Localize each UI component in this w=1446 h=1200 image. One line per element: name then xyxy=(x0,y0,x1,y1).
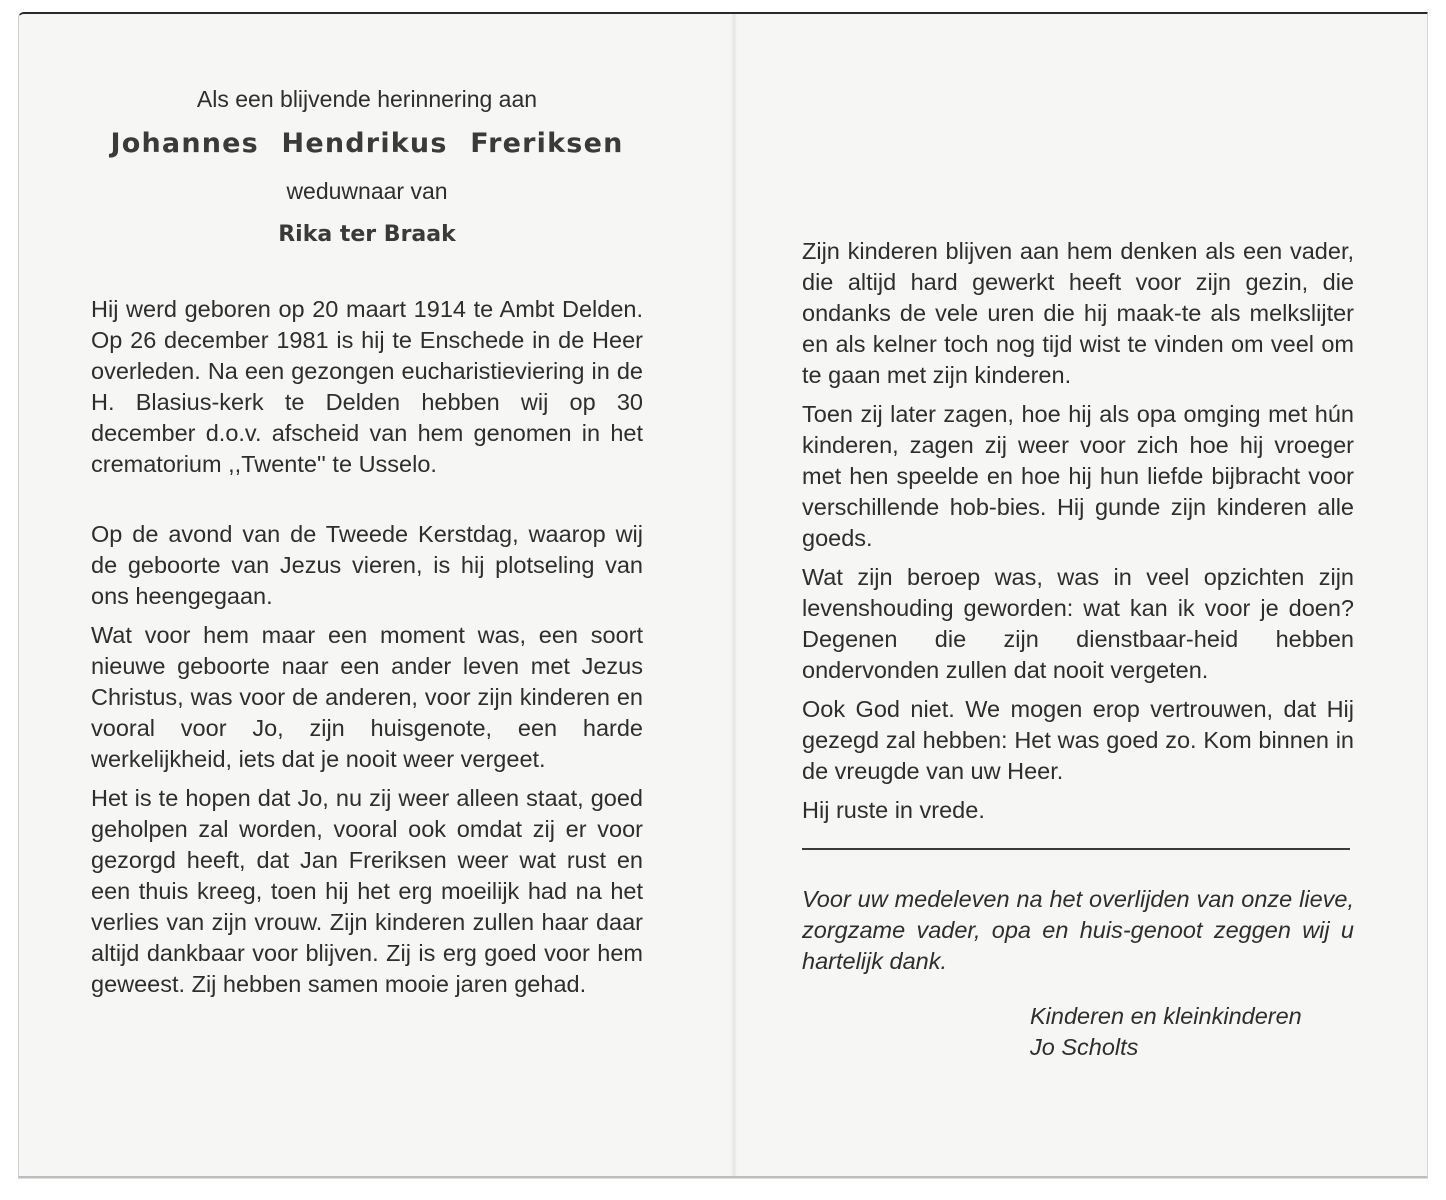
left-panel xyxy=(91,14,643,1000)
card-fold xyxy=(731,14,737,1176)
memorial-card xyxy=(18,12,1428,1178)
intro-line: Als een blijvende herinnering aan xyxy=(196,86,538,112)
grandfather-paragraph: Toen zij later zagen, hoe hij als opa omging met hún kinderen, zagen zij weer voor zich hoe hij vroeger met hen speelde en hoe hij hun liefde bijbracht voor verschillende hob-bies. Hij gunde zijn kinderen alle goeds. xyxy=(802,401,1354,551)
signature-partner: Jo Scholts xyxy=(1030,1033,1139,1060)
passing-paragraph: Op de avond van de Tweede Kerstdag, waarop wij de geboorte van Jezus vieren, is hij plotseling van ons heengegaan. xyxy=(91,521,643,609)
profession-paragraph: Wat zijn beroep was, was in veel opzichten zijn levenshouding geworden: wat kan ik voor je doen? Degenen die zijn dienstbaar-heid hebben ondervonden zullen dat nooit vergeten. xyxy=(802,564,1354,683)
partner-paragraph: Het is te hopen dat Jo, nu zij weer alleen staat, goed geholpen zal worden, vooral ook omdat zij er voor gezorgd heeft, dat Jan Freriksen weer wat rust en een thuis kreeg, toen hij het erg moeilijk had na het verlies van zijn vrouw. Zijn kinderen zullen haar daar altijd dankbaar voor blijven. Zij is erg goed voor hem geweest. Zij hebben samen mooie jaren gehad. xyxy=(91,785,643,997)
deceased-name: Johannes Hendrikus Freriksen xyxy=(110,128,624,159)
faith-paragraph: Ook God niet. We mogen erop vertrouwen, dat Hij gezegd zal hebben: Het was goed zo. Kom binnen in de vreugde van uw Heer. xyxy=(802,696,1354,784)
biography-paragraph: Hij werd geboren op 20 maart 1914 te Ambt Delden. Op 26 december 1981 is hij te Enschede in de Heer overleden. Na een gezongen eucharistieviering in de H. Blasius-kerk te Delden hebben wij op 30 december d.o.v. afscheid van hem genomen in het crematorium ,,Twente'' te Usselo. xyxy=(91,296,643,477)
thanks-message: Voor uw medeleven na het overlijden van onze lieve, zorgzame vader, opa en huis-genoot zeggen wij u hartelijk dank. xyxy=(802,886,1354,974)
relation-line: weduwnaar van xyxy=(286,178,448,204)
rest-in-peace: Hij ruste in vrede. xyxy=(802,797,985,823)
divider-line xyxy=(802,848,1350,850)
signature-family: Kinderen en kleinkinderen xyxy=(1030,1002,1302,1029)
reflection-paragraph: Wat voor hem maar een moment was, een soort nieuwe geboorte naar een ander leven met Jezus Christus, was voor de anderen, voor zijn kinderen en vooral voor Jo, zijn huisgenote, een harde werkelijkheid, iets dat je nooit weer vergeet. xyxy=(91,622,643,772)
right-panel xyxy=(802,14,1354,1063)
spouse-name: Rika ter Braak xyxy=(278,222,456,247)
remembrance-paragraph: Zijn kinderen blijven aan hem denken als een vader, die altijd hard gewerkt heeft voor zijn gezin, die ondanks de vele uren die hij maak-te als melkslijter en als kelner toch nog tijd wist te vinden om veel om te gaan met zijn kinderen. xyxy=(802,238,1354,388)
signature-block xyxy=(1030,1001,1354,1063)
